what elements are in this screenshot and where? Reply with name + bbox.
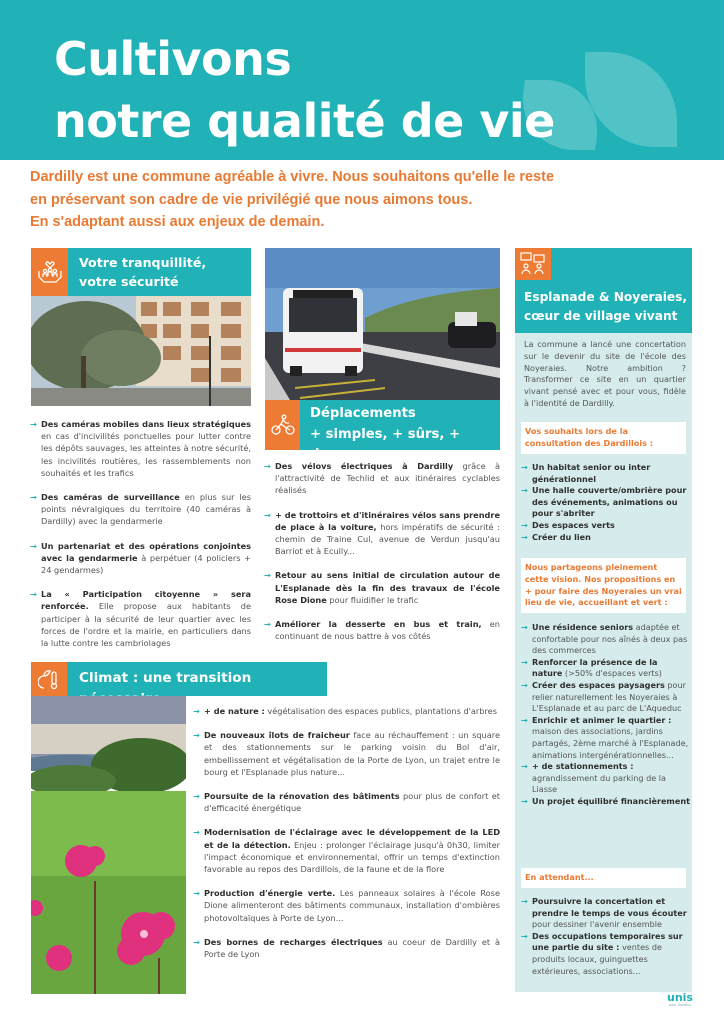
title-line: cœur de village vivant (524, 309, 678, 323)
climat-header (67, 662, 327, 696)
item-text: hors impératifs de sécurité : chemin de Traine Cul, avenue de Verdun jusqu'au Barriot et à Ecully... (275, 521, 500, 557)
item-bold: Un partenariat et des opérations conjointes avec la gendarmerie (41, 540, 251, 563)
item-text: pour dessiner l'avenir ensemble (532, 919, 662, 930)
page-title (54, 28, 555, 152)
item-bold: Améliorer la desserte en bus et train, (275, 619, 482, 630)
discussion-people-icon (515, 248, 551, 280)
attendant-list (522, 896, 690, 977)
item-text: pour relier naturellement les Noyeraies à L'Esplanade et au parc de L'Aqueduc (532, 679, 686, 714)
climat-list (194, 705, 500, 972)
item-bold: Créer des espaces paysagers (532, 679, 665, 690)
item-text: en cas d'incivilités ponctuelles pour lutter contre les dépôts sauvages, les atteintes à notre sécurité, les incivilités routières, les rassemblements non souhaités et les trafics (41, 431, 251, 478)
intro-line: Dardilly est une commune agréable à vivre. Nous souhaitons qu'elle le reste (30, 169, 555, 185)
item-text: (>50% d'espaces verts) (562, 668, 662, 679)
residential-buildings-photo (31, 296, 251, 406)
item-bold: + de stationnements : (532, 761, 634, 772)
propositions-heading: Nous partageons pleinement cette vision. Nos propositions en + pour faire des Noyeraies un vrai lieu de vie, accueillant et vert : (521, 558, 686, 613)
item-bold: + de trottoirs et d'itinéraires vélos sans prendre de place à la voiture, (275, 509, 500, 532)
item-bold: Un habitat senior ou inter générationnel (532, 462, 651, 484)
item-text: pour plus de confort et d'efficacité énergétique (204, 791, 500, 814)
item-bold: Des vélovs électriques à Dardilly (275, 461, 454, 471)
list-item (194, 729, 500, 778)
item-text: pour fluidifier le trafic (326, 594, 419, 605)
item-bold: Poursuite de la rénovation des bâtiments (204, 791, 400, 802)
list-item (522, 715, 690, 761)
intro-line: En s'adaptant aussi aux enjeux de demain. (30, 214, 325, 230)
item-text: adaptée et confortable pour nos aînés à deux pas des commerces (532, 622, 688, 656)
item-text: maison des associations, jardins partagés, 2ème marché à l'Esplanade, animations intergénérationnelles... (532, 726, 689, 760)
section-title: votre sécurité (79, 274, 179, 289)
list-item (522, 622, 690, 657)
item-text: face au réchauffement : un square et des stationnements sur le parking voisin du Bol d'air, embellissement et végétalisation de la Porte de Lyon, un trajet entre le bourg et l'Esplanade plus nature... (204, 730, 500, 777)
item-text: Elle propose aux habitants de participer à la sécurité de leur quartier avec les forces de l'ordre et la mairie, en particuliers dans la lutte contre les cambriolages (41, 601, 251, 649)
item-text: au coeur de Dardilly et à Porte de Lyon (204, 936, 500, 960)
item-bold: Un projet équilibré financièrement (532, 795, 690, 806)
souhaits-heading: Vos souhaits lors de la consultation des Dardillois : (521, 422, 686, 454)
item-text: Les panneaux solaires à l'école Rose Dione alimenteront des bâtiments communaux, installation d'ombières photovoltaïques à Porte de Lyon... (204, 888, 500, 923)
list-item (194, 705, 500, 717)
title-line: Esplanade & Noyeraies, (524, 290, 688, 304)
esplanade-header (515, 248, 692, 333)
section-title: + simples, + sûrs, + doux (310, 426, 460, 462)
item-bold: Des caméras mobiles dans lieux stratégiques (41, 419, 251, 429)
intro-text (30, 166, 670, 234)
list-item (522, 680, 690, 715)
item-bold: La « Participation citoyenne » sera renforcée. (41, 589, 251, 612)
list-item (522, 931, 690, 977)
deplacements-list (265, 460, 500, 654)
item-text: grâce à l'attractivité de Techlid et aux itinéraires cyclables réalisés (275, 461, 500, 496)
item-bold: Des espaces verts (532, 519, 615, 530)
deplacements-header (300, 400, 500, 462)
title-line-1: Cultivons (54, 32, 292, 86)
section-title: Votre tranquillité, (79, 255, 207, 270)
section-title: Climat : une transition (79, 670, 252, 686)
securite-header (68, 248, 251, 296)
item-bold: Une halle couverte/ombrière pour des événements, animations ou pour s'abriter (532, 485, 687, 519)
leaf-decoration (585, 52, 677, 147)
securite-list (31, 418, 251, 661)
field-flowers-photo (31, 696, 186, 994)
list-item (522, 896, 690, 931)
item-bold: De nouveaux îlots de fraicheur (204, 730, 350, 741)
list-item (194, 826, 500, 875)
list-item (31, 540, 251, 577)
item-bold: Des bornes de recharges électriques (204, 936, 383, 947)
section-title: Déplacements (310, 406, 416, 421)
list-item (194, 936, 500, 960)
list-item (522, 657, 690, 680)
logo-subtitle: pour Dardilly (668, 1003, 692, 1007)
logo-word: unis (667, 991, 693, 1004)
attendant-heading: En attendant... (521, 868, 686, 888)
header-banner (0, 0, 724, 160)
item-bold: Créer du lien (532, 531, 591, 542)
list-item (522, 520, 690, 532)
plant-thermometer-icon (31, 662, 67, 696)
item-bold: Enrichir et animer le quartier : (532, 714, 672, 725)
propositions-list (522, 622, 690, 808)
item-bold: Une résidence seniors (532, 622, 634, 632)
list-item (522, 761, 690, 796)
item-bold: + de nature : (204, 706, 265, 716)
esplanade-sidebar (515, 248, 692, 992)
title-line-2: notre qualité de vie (54, 94, 555, 148)
souhaits-list (522, 462, 690, 543)
esplanade-intro: La commune a lancé une concertation sur le devenir du site de l'école des Noyeraies. Notre ambition ? Transformer ce site en un quartier vivant pensé avec et pour vous, fidèle à l'identité de Dardilly. (524, 339, 686, 408)
item-bold: Retour au sens initial de circulation autour de L'Esplanade dès la fin des travaux de l'école Rose Dione (275, 570, 500, 605)
list-item (522, 532, 690, 544)
item-text: agrandissement du parking de la Liasse (532, 772, 666, 795)
cyclist-icon (265, 400, 300, 450)
item-bold: Renforcer la présence de la nature (532, 656, 658, 679)
list-item (265, 618, 500, 642)
list-item (265, 509, 500, 558)
item-bold: Des occupations temporaires sur une partie du site : (532, 930, 683, 953)
hands-family-icon (31, 248, 68, 296)
list-item (31, 588, 251, 649)
list-item (522, 796, 690, 808)
item-text: Enjeu : prolonger l'éclairage jusqu'à 0h30, limiter l'impact économique et environnemental, offrir un temps d'extinction favorable au repos des Dardillois, de la faune et de la flore (204, 839, 500, 875)
item-text: en plus sur les points névralgiques du territoire (40 caméras à Dardilly) avec la gendarmerie (41, 492, 251, 527)
item-bold: Production d'énergie verte. (204, 888, 336, 899)
item-text: en continuant de nous battre à vos côtés (275, 619, 500, 642)
list-item (194, 790, 500, 814)
section-title (524, 288, 687, 326)
list-item (522, 462, 690, 485)
item-bold: Poursuivre la concertation et prendre le temps de vous écouter (532, 896, 687, 918)
unis-logo (664, 992, 696, 1008)
list-item (31, 418, 251, 479)
list-item (31, 491, 251, 528)
bus-road-photo (265, 248, 500, 400)
list-item (265, 569, 500, 606)
list-item (194, 887, 500, 924)
intro-line: en préservant son cadre de vie privilégié que nous aimons tous. (30, 191, 473, 208)
item-text: à perpétuer (4 policiers + 24 gendarmes) (41, 552, 252, 576)
item-text: végétalisation des espaces publics, plantations d'arbres (264, 706, 497, 716)
item-bold: Des caméras de surveillance (41, 492, 180, 503)
list-item (522, 485, 690, 520)
list-item (265, 460, 500, 497)
item-text: ventes de produits locaux, guinguettes extérieures, associations... (532, 942, 662, 976)
item-bold: Modernisation de l'éclairage avec le développement de la LED et de la détection. (204, 827, 500, 850)
